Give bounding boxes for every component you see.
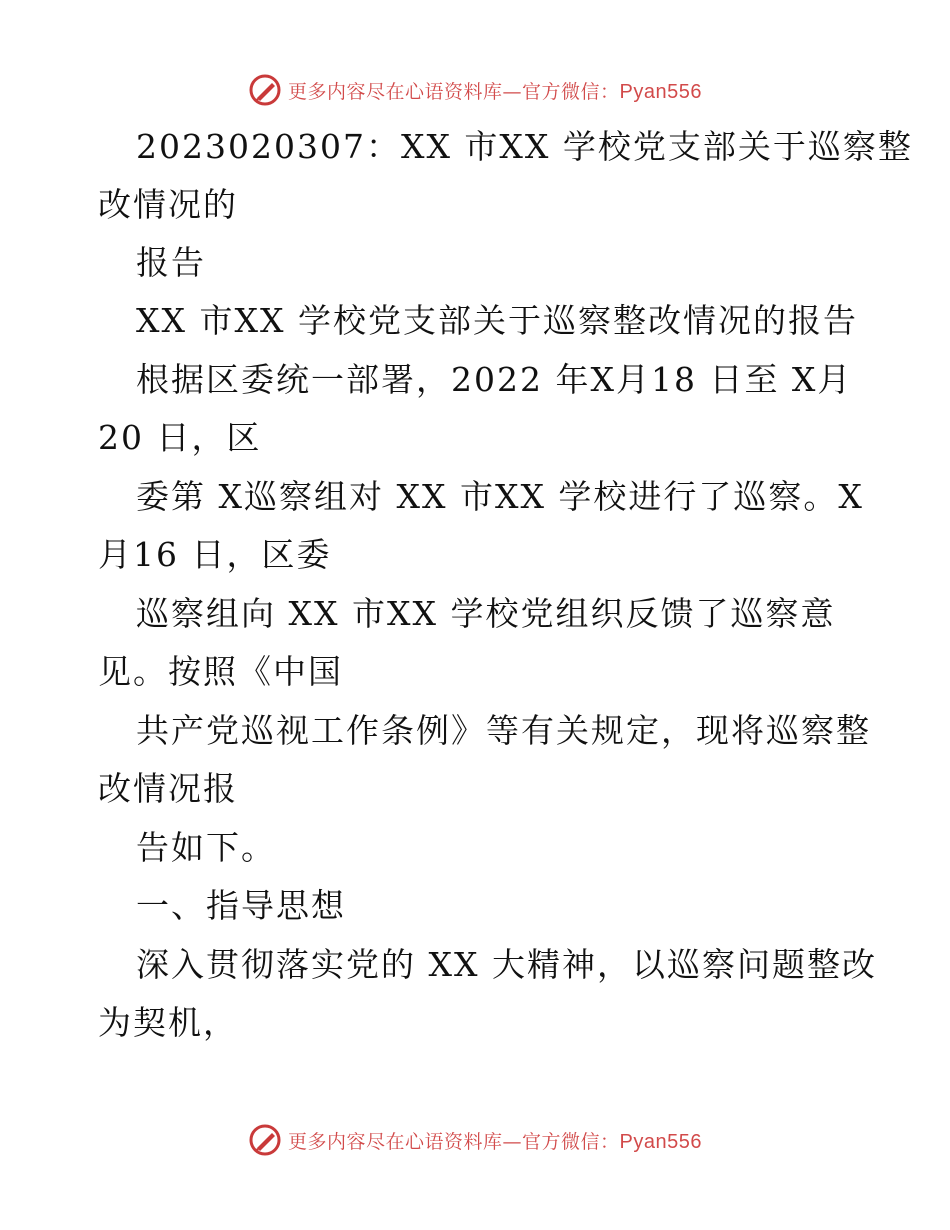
body-line: 改情况报 [98,769,238,808]
body-line: 月16 日，区委 [98,535,332,574]
watermark-text: 更多内容尽在心语资料库—官方微信： [288,1130,620,1153]
section-heading: 一、指导思想 [136,886,346,925]
watermark-text: 更多内容尽在心语资料库—官方微信： [288,80,620,103]
body-line: 改情况的 [98,185,238,224]
body-line: 深入贯彻落实党的 XX 大精神，以巡察问题整改 [136,945,877,984]
body-line: 2023020307：XX 市XX 学校党支部关于巡察整 [136,127,913,166]
body-line: 巡察组向 XX 市XX 学校党组织反馈了巡察意 [136,594,836,633]
body-line: 20 日，区 [98,418,262,457]
body-line: 为契机， [98,1003,238,1042]
pen-logo-icon [248,73,282,107]
body-line: 根据区委统一部署，2022 年X月18 日至 X月 [136,360,853,399]
body-line: XX 市XX 学校党支部关于巡察整改情况的报告 [136,301,858,340]
body-line: 共产党巡视工作条例》等有关规定，现将巡察整 [136,711,871,750]
body-line: 告如下。 [136,828,276,867]
watermark-handle: Pyan556 [619,80,702,103]
body-line: 委第 X巡察组对 XX 市XX 学校进行了巡察。X [136,477,864,516]
pen-logo-icon [248,1123,282,1157]
watermark-header [0,72,950,108]
body-line: 见。按照《中国 [98,652,343,691]
watermark-footer [0,1122,950,1158]
watermark-handle: Pyan556 [619,1130,702,1153]
body-line: 报告 [136,243,206,282]
